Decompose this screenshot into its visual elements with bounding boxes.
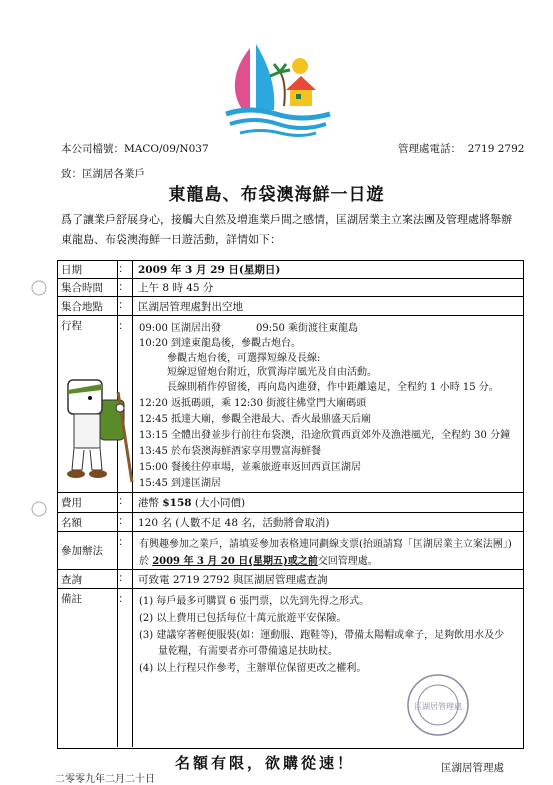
itinerary-line: 13:45 於布袋澳海鮮酒家享用豐富海鮮餐 [139, 446, 321, 457]
apply-line-1: 有興趣參加之業戶，請填妥參加表格連同劃線支票(抬頭請寫「匡湖居業主立案法團」) [139, 539, 512, 550]
punch-hole [30, 500, 48, 518]
intro-line-1: 爲了讓業戶舒展身心，接觸大自然及增進業戶間之感情，匡湖居業主立案法團及管理處將舉辦 [61, 213, 512, 226]
note-4: (4) 以上行程只作參考，主辦單位保留更改之權利。 [139, 663, 367, 674]
apply-prefix: 於 [139, 556, 153, 567]
row-quota [58, 513, 523, 532]
itinerary-line: 15:00 餐後往停車場，並乘旅遊車返回西貢匡湖居 [139, 462, 361, 473]
office-phone [398, 141, 524, 156]
slogan: 名額有限，欲購從速！ [175, 754, 356, 772]
itinerary-line: 長線則稍作停留後，再向島內進發，作中距離遠足，全程約 1 小時 15 分。 [167, 382, 499, 393]
label-fee: 費用 [58, 493, 118, 512]
colon: ： [115, 261, 133, 278]
row-enquiry [58, 570, 523, 589]
value-meet-place: 匡湖居管理處對出空地 [138, 300, 243, 313]
itinerary-line: 短線逗留炮台附近，欣賞海岸風光及自由活動。 [167, 367, 377, 378]
itinerary-line: 13:15 全體出發並步行前往布袋澳，沿途欣賞西貢郊外及漁港風光，全程約 30 分鐘 [139, 430, 511, 441]
row-fee [58, 493, 523, 513]
colon: ： [115, 279, 133, 296]
note-1: (1) 每戶最多可購買 6 張門票，以先到先得之形式。 [139, 596, 370, 607]
itinerary-line: 09:50 乘街渡往東龍島 [256, 323, 358, 334]
itinerary-line: 15:45 到達匡湖居 [139, 478, 221, 489]
stamp-text: 匡湖居管理處 [414, 702, 462, 711]
itinerary-line: 12:45 抵達大廟，參觀全港最大、香火最鼎盛天后廟 [139, 414, 371, 425]
fee-amount: $158 [162, 496, 192, 509]
note-3a: (3) 建議穿著輕便服裝(如：運動服、跑鞋等)，帶備太陽帽或傘子，足夠飲用水及少 [139, 630, 505, 641]
itinerary-line: 12:20 返抵碼頭，乘 12:30 街渡往佛堂門大廟碼頭 [139, 398, 367, 409]
fee-prefix: 港幣 [138, 497, 159, 509]
colon: ： [115, 316, 133, 492]
label-apply: 參加辦法 [58, 532, 118, 569]
issue-date: 二零零九年二月二十日 [55, 774, 155, 785]
colon: ： [115, 493, 133, 512]
estate-logo [220, 42, 336, 138]
intro-paragraph [61, 210, 521, 250]
value-enquiry: 可致電 2719 2792 與匡湖居管理處查詢 [138, 573, 328, 586]
label-meet-time: 集合時間 [58, 279, 118, 296]
hiker-illustration [60, 378, 138, 484]
colon: ： [115, 532, 133, 569]
itinerary-line: 10:20 到達東龍島後，參觀古炮台。 [139, 338, 301, 349]
colon: ： [115, 589, 133, 747]
phone-number: 2719 2792 [467, 143, 525, 155]
punch-hole [30, 279, 48, 297]
fee-suffix: (大小同價) [194, 497, 246, 509]
row-meet-place [58, 297, 523, 316]
intro-line-2: 東龍島、布袋澳海鮮一日遊活動，詳情如下： [61, 233, 281, 246]
row-itinerary [58, 316, 523, 493]
label-meet-place: 集合地點 [58, 297, 118, 315]
itinerary-line: 09:00 匡湖居出發 [139, 323, 221, 334]
value-quota: 120 名 (人數不足 48 名，活動將會取消) [138, 516, 330, 529]
signature: 匡湖居管理處 [441, 762, 504, 774]
label-notes: 備註 [58, 589, 118, 747]
colon: ： [115, 297, 133, 315]
value-date: 2009 年 3 月 29 日(星期日) [138, 264, 281, 276]
note-2: (2) 以上費用已包括每位十萬元旅遊平安保險。 [139, 613, 347, 624]
label-enquiry: 查詢 [58, 570, 118, 588]
value-fee [138, 493, 517, 512]
label-date: 日期 [58, 261, 118, 278]
label-itinerary: 行程 [58, 316, 118, 492]
company-stamp [405, 672, 471, 738]
row-meet-time [58, 279, 523, 297]
itinerary-line: 參觀古炮台後，可選擇短線及長線: [167, 353, 321, 364]
note-3b: 量乾糧，有需要者亦可帶備遠足扶助杖。 [158, 646, 338, 657]
phone-label: 管理處電話： [398, 143, 461, 155]
reference-number: 本公司檔號：MACO/09/N037 [61, 143, 209, 155]
label-quota: 名額 [58, 513, 118, 531]
apply-deadline: 2009 年 3 月 20 日(星期五)或之前 [152, 556, 318, 567]
colon: ： [115, 570, 133, 588]
row-date [58, 261, 523, 279]
apply-line-2 [139, 552, 378, 567]
row-apply [58, 532, 523, 570]
apply-suffix: 交回管理處。 [317, 556, 378, 567]
value-meet-time: 上午 8 時 45 分 [138, 282, 214, 294]
page-title: 東龍島、布袋澳海鮮一日遊 [168, 185, 385, 205]
colon: ： [115, 513, 133, 531]
addressee: 致：匡湖居各業戶 [61, 168, 145, 180]
